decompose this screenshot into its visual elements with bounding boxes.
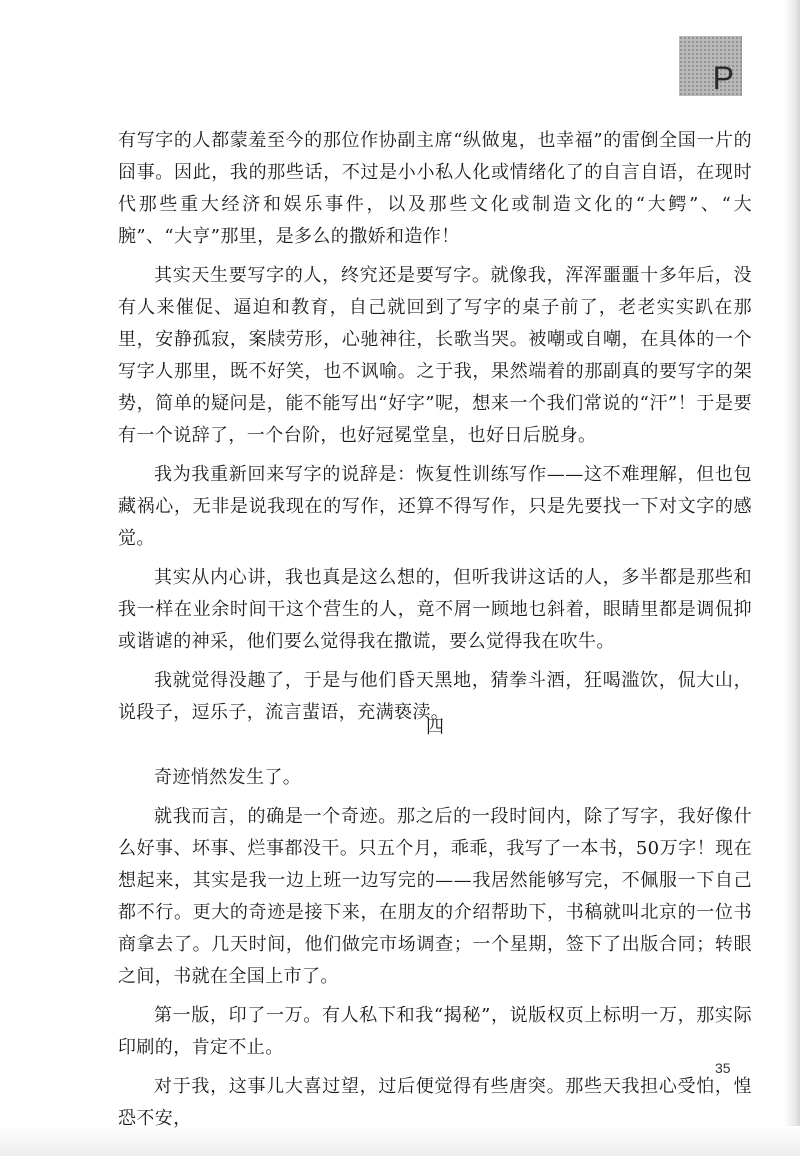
paragraph: 第一版，印了一万。有人私下和我“揭秘”，说版权页上标明一万，那实际印刷的，肯定不止。 <box>118 1005 752 1058</box>
page-number: 35 <box>715 1060 731 1076</box>
paragraph: 就我而言，的确是一个奇迹。那之后的一段时间内，除了写字，我好像什么好事、坏事、烂事都没干。只五个月，乖乖，我写了一本书，50万字！现在想起来，其实是我一边上班一边写完的——我居然能够写完，不佩服一下自己都不行。更大的奇迹是接下来，在朋友的介绍帮助下，书稿就叫北京的一位书商拿去了。几天时间，他们做完市场调查；一个星期，签下了出版合同；转眼之间，书就在全国上市了。 <box>118 806 752 987</box>
part-marker-letter: P <box>712 60 734 96</box>
page-edge-shadow <box>784 0 800 1156</box>
section-heading: 四 <box>426 717 444 738</box>
paragraph-continued: 有写字的人都蒙羞至今的那位作协副主席“纵做鬼，也幸福”的雷倒全国一片的囧事。因此，我的那些话，不过是小小私人化或情绪化了的自言自语，在现时代那些重大经济和娱乐事件，以及那些文化或制造文化的“大鳄”、“大腕”、“大亨”那里，是多么的撒娇和造作！ <box>118 130 752 247</box>
paragraph: 我为我重新回来写字的说辞是：恢复性训练写作——这不难理解，但也包藏祸心，无非是说我现在的写作，还算不得写作，只是先要找一下对文字的感觉。 <box>118 464 752 549</box>
part-marker-tab <box>679 36 742 96</box>
paragraph: 对于我，这事儿大喜过望，过后便觉得有些唐突。那些天我担心受怕，惶恐不安， <box>118 1076 752 1129</box>
body-text-part-1 <box>118 125 752 729</box>
paragraph: 其实从内心讲，我也真是这么想的，但听我讲这话的人，多半都是那些和我一样在业余时间干这个营生的人，竟不屑一顾地乜斜着，眼睛里都是调侃抑或谐谑的神采，他们要么觉得我在撒谎，要么觉得我在吹牛。 <box>118 567 752 652</box>
paragraph: 我就觉得没趣了，于是与他们昏天黑地，猜拳斗酒，狂喝滥饮，侃大山，说段子，逗乐子，流言蜚语，充满亵渎。 <box>118 670 752 723</box>
paragraph: 奇迹悄然发生了。 <box>154 767 302 788</box>
paragraph: 其实天生要写字的人，终究还是要写字。就像我，浑浑噩噩十多年后，没有人来催促、逼迫和教育，自己就回到了写字的桌子前了，老老实实趴在那里，安静孤寂，案牍劳形，心驰神往，长歌当哭。被嘲或自嘲，在具体的一个写字人那里，既不好笑，也不讽喻。之于我，果然端着的那副真的要写字的架势，简单的疑问是，能不能写出“好字”呢，想来一个我们常说的“汗”！于是要有一个说辞了，一个台阶，也好冠冕堂皇，也好日后脱身。 <box>118 265 752 446</box>
body-text-part-2 <box>118 762 752 1135</box>
